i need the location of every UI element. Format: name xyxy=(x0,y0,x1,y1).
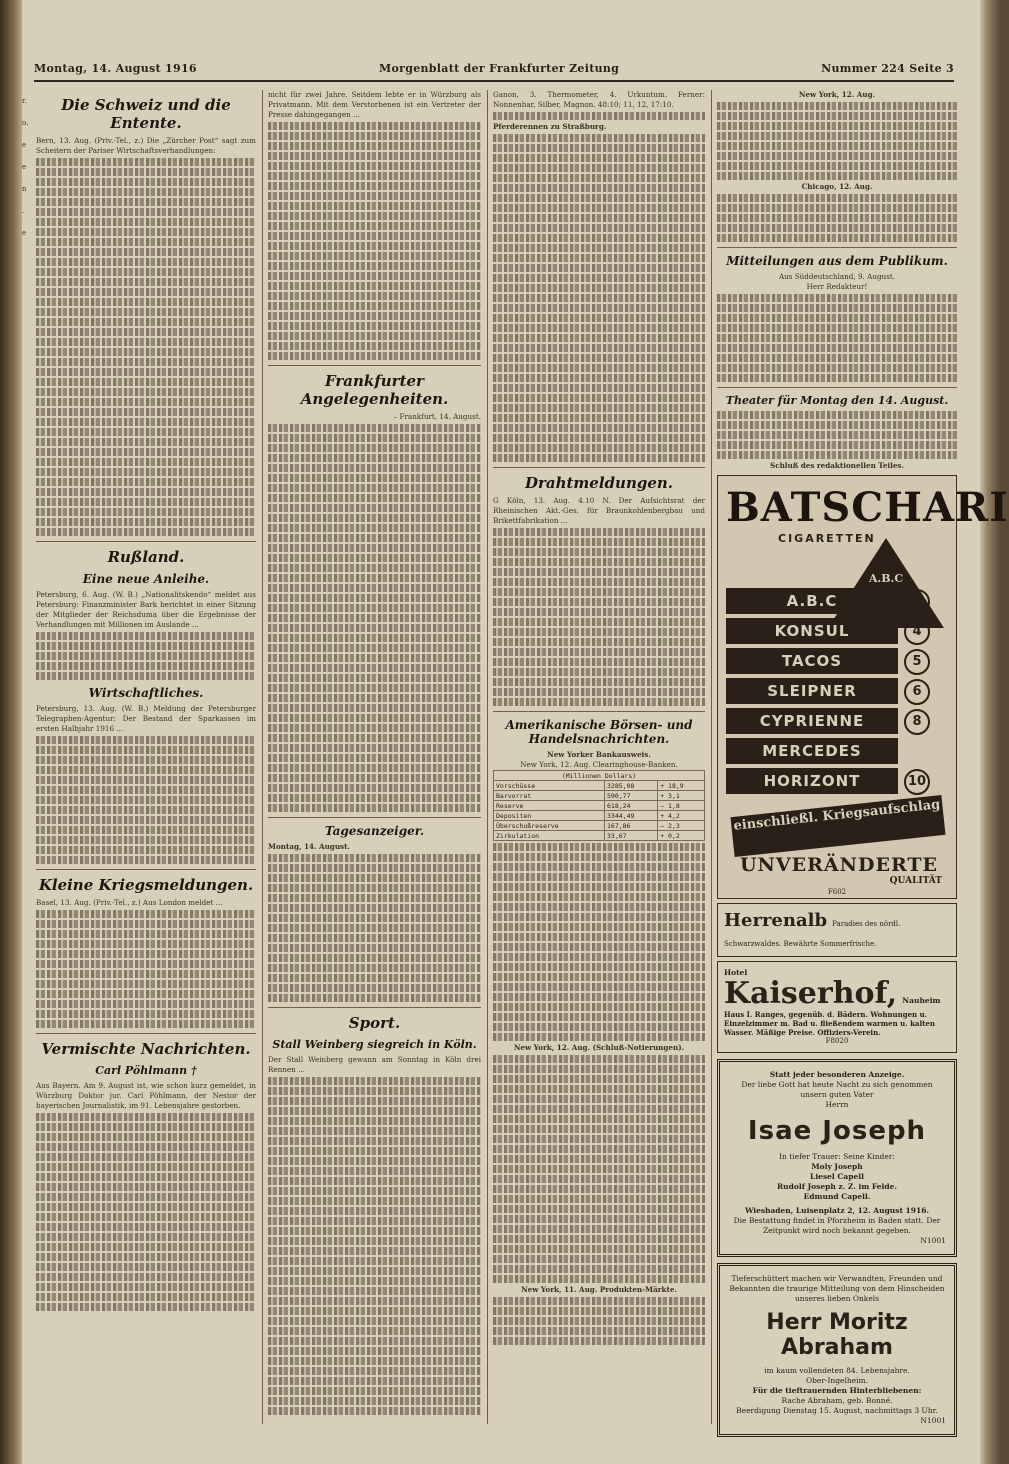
page-edge xyxy=(980,0,1000,1464)
death-notice-abraham xyxy=(717,1263,957,1437)
subheadline-bankausweis: New Yorker Bankausweis. xyxy=(547,750,651,759)
brand-label: MERCEDES xyxy=(726,738,898,764)
dateline: – Frankfurt, 14. August. xyxy=(393,412,481,421)
subheadline-wirtschaft: Wirtschaftliches. xyxy=(88,686,204,700)
brand-label: SLEIPNER xyxy=(726,678,898,704)
batschari-subtitle: CIGARETTEN xyxy=(778,532,876,545)
price-badge: 4 xyxy=(904,619,930,645)
kriegsaufschlag-stamp: einschließl. Kriegsaufschlag xyxy=(730,795,945,857)
book-binding xyxy=(0,0,22,1464)
column-rule xyxy=(262,90,263,1424)
notice-child: Rudolf Joseph z. Z. im Felde. xyxy=(776,1182,898,1191)
article-lead: Aus Bayern. Am 9. August ist, wie schon kurz gemeldet, in Würzburg Doktor jur. Carl Pöhlmann, der Nestor der bayerischen Journalistik, im 91. Lebensjahre gestorben. xyxy=(36,1081,256,1110)
article-continued: nicht für zwei Jahre. Seitdem lebte er in Würzburg als Privatmann. Mit dem Verstorbenen ist ein Vertreter der Presse dahingegangen ... xyxy=(268,90,481,119)
price-badge: 6 xyxy=(904,679,930,705)
notice-top: Statt jeder besonderen Anzeige. xyxy=(769,1070,905,1079)
hotel-label: Hotel xyxy=(724,968,748,977)
notice-burial: Beerdigung Dienstag 15. August, nachmittags 3 Uhr. xyxy=(736,1406,938,1415)
clearing-line: New York, 12. Aug. Clearinghouse-Banken. xyxy=(520,760,678,769)
headline-angelegenheiten: Frankfurter Angelegenheiten. xyxy=(300,372,449,408)
price-badge: 3 xyxy=(904,589,930,615)
table-row: Depositen 3344,49 + 4,2 xyxy=(494,811,705,821)
notice-text: Der liebe Gott hat heute Nacht zu sich genommen unsern guten Vater xyxy=(741,1080,933,1099)
article-lead: Bern, 13. Aug. (Priv.-Tel., z.) Die „Zürcher Post“ sagt zum Scheitern der Pariser Wirtschaftsverhandlungen: xyxy=(36,136,256,155)
brand-label: CYPRIENNE xyxy=(726,708,898,734)
column-4 xyxy=(717,90,1009,1428)
table-row: Vorschüsse 3285,08 + 18,9 xyxy=(494,781,705,791)
ad-code: F8020 xyxy=(825,1037,849,1045)
herrenalb-title: Herrenalb xyxy=(724,910,828,931)
ad-code: N1001 xyxy=(920,1416,946,1425)
notice-child: Edmund Capell. xyxy=(803,1192,871,1201)
headline-amerika: Amerikanische Börsen- und Handelsnachrichten. xyxy=(505,718,693,746)
pub-subline: Aus Süddeutschland, 9. August. xyxy=(778,272,896,281)
column-2 xyxy=(268,90,481,1428)
ny-head: New York, 12. Aug. xyxy=(798,90,876,99)
brand-label: TACOS xyxy=(726,648,898,674)
notice-child: Liesel Capell xyxy=(810,1172,864,1181)
headline-drahtmeldungen: Drahtmeldungen. xyxy=(524,474,674,492)
brand-label: KONSUL xyxy=(726,618,898,644)
notice-herrn: Herrn xyxy=(825,1100,849,1109)
chicago-head: Chicago, 12. Aug. xyxy=(801,182,873,191)
article-lead: Basel, 13. Aug. (Priv.-Tel., z.) Aus London meldet ... xyxy=(36,898,223,907)
notice-name: Isae Joseph xyxy=(747,1116,927,1146)
headline-vermischte: Vermischte Nachrichten. xyxy=(41,1040,251,1058)
price-badge: 5 xyxy=(904,649,930,675)
headline-schweiz: Die Schweiz und die Entente. xyxy=(61,96,231,132)
notice-burial: Die Bestattung findet in Pforzheim in Baden statt. Der Zeitpunkt wird noch bekannt gegeben. xyxy=(733,1216,941,1235)
headline-kriegsmeldungen: Kleine Kriegsmeldungen. xyxy=(38,876,254,894)
death-notice-joseph xyxy=(717,1059,957,1257)
article-lead: Der Stall Weinberg gewann am Sonntag in Köln drei Rennen ... xyxy=(268,1055,481,1074)
notice-text: Tieferschüttert machen wir Verwandten, Freunden und Bekannten die traurige Mitteilung von dem Hinscheiden unseres lieben Onkels xyxy=(729,1274,945,1303)
article-lead: Petersburg, 13. Aug. (W. B.) Meldung der Petersburger Telegraphen-Agentur: Der Bestand der Sparkassen im ersten Halbjahr 1916 ... xyxy=(36,704,256,733)
article-continued: Ganon, 3. Thermometer, 4. Urkuntum. Ferner: Nonnenhar, Silber, Magnon. 48:10; 11, 12, 17:10. xyxy=(493,90,705,109)
notice-name: Herr Moritz Abraham xyxy=(766,1310,908,1360)
brand-label: A.B.C xyxy=(726,588,898,614)
subheadline-carl: Carl Pöhlmann † xyxy=(95,1064,197,1077)
column-rule xyxy=(711,90,712,1424)
subheadline-stall: Stall Weinberg siegreich in Köln. xyxy=(272,1038,477,1051)
column-1 xyxy=(36,90,256,1428)
table-row: Barvorrat 590,77 + 3,1 xyxy=(494,791,705,801)
notice-child: Moly Joseph xyxy=(811,1162,863,1171)
notice-mourners: Für die tieftrauernden Hinterbliebenen: xyxy=(752,1386,922,1395)
subheadline-anleihe: Eine neue Anleihe. xyxy=(82,572,210,586)
article-lead: G Köln, 13. Aug. 4.10 N. Der Aufsichtsrat der Rheinischen Akt.-Ges. für Braunkohlenbergbau und Brikettfabrikation ... xyxy=(493,496,705,525)
column-rule xyxy=(487,90,488,1424)
notice-place: Ober-Ingelheim. xyxy=(805,1376,869,1385)
notice-place: Wiesbaden, Luisenplatz 2, 12. August 1916. xyxy=(744,1206,930,1215)
table-row: Zirkulation 33,67 + 0,2 xyxy=(494,831,705,841)
race-heading: Pferderennen zu Straßburg. xyxy=(493,122,607,131)
unveraenderte-text: UNVERÄNDERTE xyxy=(739,854,939,876)
header-paper-title: Morgenblatt der Frankfurter Zeitung xyxy=(379,62,620,75)
headline-theater: Theater für Montag den 14. August. xyxy=(725,394,949,407)
brand-label: HORIZONT xyxy=(726,768,898,794)
ad-code: F602 xyxy=(827,888,847,896)
headline-sport: Sport. xyxy=(348,1014,401,1032)
kaiserhof-text: Haus I. Ranges, gegenüb. d. Bädern. Wohnungen u. Einzelzimmer m. Bad u. fließendem warmen u. kalten Wasser. Mäßige Preise. Offiziers-Verein. xyxy=(724,1010,935,1037)
pub-salutation: Herr Redakteur! xyxy=(806,282,868,291)
herrenalb-text: Paradies des nördl. Schwarzwaldes. Bewährte Sommerfrische. xyxy=(724,920,901,948)
schluss-notierungen-head: New York, 12. Aug. (Schluß-Notierungen). xyxy=(513,1043,685,1052)
previous-page-strip: r. o. e e n . e xyxy=(22,97,29,237)
produkten-head: New York, 11. Aug. Produkten-Märkte. xyxy=(521,1285,677,1294)
kaiserhof-title: Kaiserhof, xyxy=(724,976,898,1011)
article-lead: Petersburg, 6. Aug. (W. B.) „Nationalitskendo“ meldet aus Petersburg: Finanzminister Bark berichtet in einer Sitzung der Mitglieder der Reichsduma über die Ergebnisse der Verhandlungen mit Millionen im Auslande ... xyxy=(36,590,256,629)
qualitaet-text: QUALITÄT xyxy=(889,876,942,886)
ad-code: N1001 xyxy=(920,1236,946,1245)
tages-date: Montag, 14. August. xyxy=(268,842,350,851)
header-date: Montag, 14. August 1916 xyxy=(34,62,197,75)
batschari-title: BATSCHARI xyxy=(726,484,1009,531)
header-issue: Nummer 224 Seite 3 xyxy=(821,62,954,75)
notice-signature: Rache Abraham, geb. Bonné. xyxy=(781,1396,893,1405)
triangle-logo-text: A.B.C xyxy=(868,572,904,585)
price-badge: 10 xyxy=(904,769,930,795)
notice-kinder: In tiefer Trauer: Seine Kinder: xyxy=(779,1152,895,1161)
headline-tagesanzeiger: Tagesanzeiger. xyxy=(324,824,425,838)
nauheim-label: Nauheim xyxy=(902,996,941,1005)
table-header: (Millionen Dollars) xyxy=(494,771,705,781)
notice-sub: im kaum vollendeten 84. Lebensjahre. xyxy=(764,1366,910,1375)
schluss-redaktion: Schluß des redaktionellen Teiles. xyxy=(770,461,904,470)
price-badge: 8 xyxy=(904,709,930,735)
herrenalb-ad xyxy=(717,903,957,957)
headline-publikum: Mitteilungen aus dem Publikum. xyxy=(726,254,948,268)
kaiserhof-ad xyxy=(717,961,957,1053)
table-row: Überschußreserve 167,86 – 2,3 xyxy=(494,821,705,831)
batschari-ad xyxy=(717,475,1009,899)
bank-table xyxy=(493,770,705,841)
column-3 xyxy=(493,90,705,1428)
table-row: Reserve 618,24 – 1,8 xyxy=(494,801,705,811)
page-header xyxy=(34,58,954,82)
headline-russland: Rußland. xyxy=(107,548,185,566)
